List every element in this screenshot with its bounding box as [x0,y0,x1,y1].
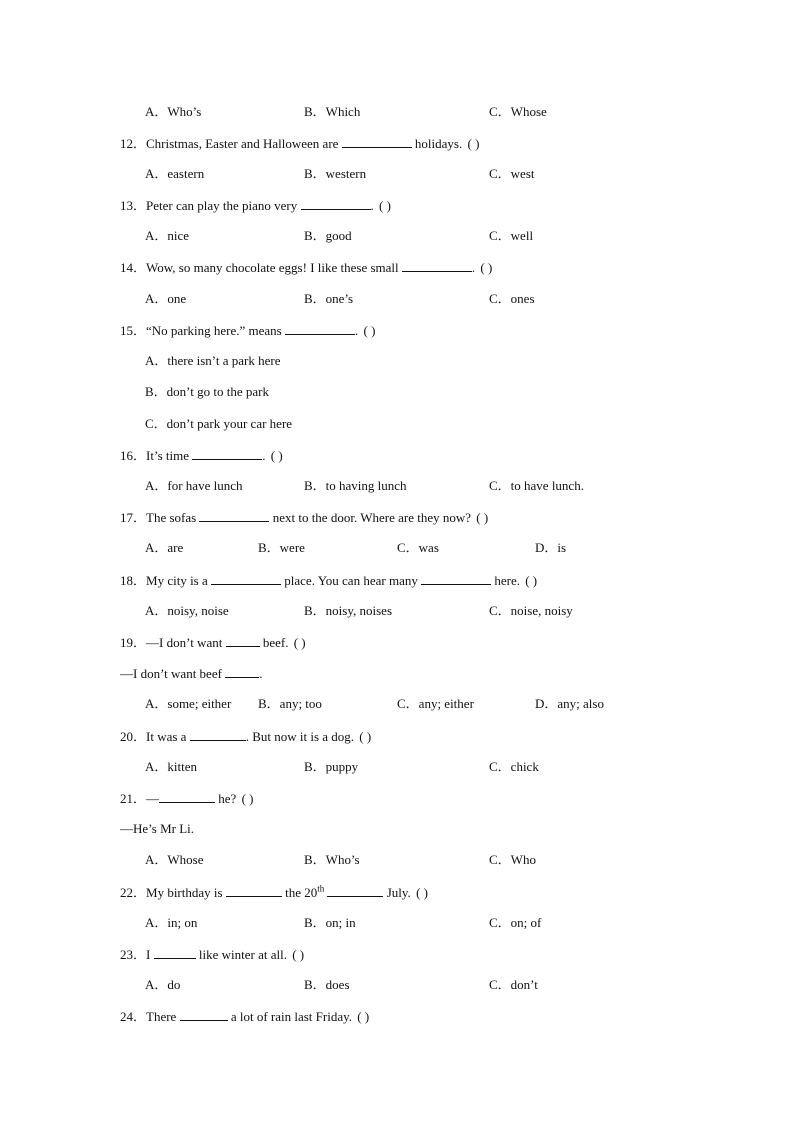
question-number: 23． [120,947,147,962]
q18-option-b[interactable]: B．noisy, noises [304,603,392,618]
question-text: I [146,947,154,962]
question-23 [120,945,304,963]
question-text: Peter can play the piano very [146,198,301,213]
q18-option-c[interactable]: C．noise, noisy [489,603,573,618]
answer-parenthesis[interactable]: ( ) [270,448,283,463]
question-text: . [471,260,476,275]
question-text: My city is a [146,573,212,588]
q22-option-b[interactable]: B．on; in [304,915,356,930]
q23-option-b[interactable]: B．does [304,977,350,992]
question-12 [120,134,479,152]
q16-option-b[interactable]: B．to having lunch [304,478,407,493]
question-text: It was a [146,729,190,744]
question-text: . But now it is a dog. [245,729,355,744]
q20-option-c[interactable]: C．chick [489,759,539,774]
q13-option-b[interactable]: B．good [304,228,352,243]
question-text: holidays. [411,136,463,151]
answer-parenthesis[interactable]: ( ) [293,635,306,650]
q12-option-b[interactable]: B．western [304,166,367,181]
answer-parenthesis[interactable]: ( ) [357,1009,370,1024]
q16-option-c[interactable]: C．to have lunch. [489,478,584,493]
answer-blank[interactable] [342,134,412,148]
question-text: My birthday is [146,885,226,900]
q21-option-c[interactable]: C．Who [489,852,536,867]
question-text: next to the door. Where are they now? [269,510,472,525]
question-text: like winter at all. [195,947,287,962]
question-24 [120,1007,369,1025]
question-18 [120,571,537,589]
q17-option-c[interactable]: C．was [397,540,439,555]
q14-option-c[interactable]: C．ones [489,291,535,306]
question-15 [120,321,375,339]
question-19 [120,633,306,651]
question-text: There [146,1009,180,1024]
answer-parenthesis[interactable]: ( ) [416,885,428,900]
q11-option-b[interactable]: B．Which [304,104,361,119]
q15-option-b[interactable]: B．don’t go to the park [145,384,269,399]
q12-option-a[interactable]: A．eastern [145,166,205,181]
question-number: 16． [120,448,147,463]
q19-option-c[interactable]: C．any; either [397,696,474,711]
answer-blank[interactable] [192,446,262,460]
question-19-line-2 [120,664,262,682]
question-number: 18． [120,573,147,588]
q17-option-a[interactable]: A．are [145,540,184,555]
q12-option-c[interactable]: C．west [489,166,535,181]
answer-blank[interactable] [180,1007,228,1021]
answer-blank[interactable] [226,883,282,897]
question-number: 15． [120,323,147,338]
q20-option-a[interactable]: A．kitten [145,759,197,774]
answer-blank[interactable] [225,664,259,678]
q11-option-c[interactable]: C．Whose [489,104,547,119]
question-text: July. [383,885,411,900]
question-text: he? [215,791,237,806]
question-text: It’s time [146,448,193,463]
question-text: —He’s Mr Li. [120,821,195,836]
q19-option-a[interactable]: A．some; either [145,696,232,711]
answer-blank[interactable] [285,321,355,335]
question-text: the 20 [281,885,318,900]
question-text: —I don’t want [146,635,226,650]
answer-parenthesis[interactable]: ( ) [480,260,493,275]
answer-blank[interactable] [226,633,260,647]
answer-parenthesis[interactable]: ( ) [467,136,480,151]
q14-option-a[interactable]: A．one [145,291,187,306]
q23-option-a[interactable]: A．do [145,977,181,992]
question-number: 13． [120,198,147,213]
q16-option-a[interactable]: A．for have lunch [145,478,243,493]
answer-parenthesis[interactable]: ( ) [359,729,372,744]
q15-option-c[interactable]: C．don’t park your car here [145,416,293,431]
q21-option-b[interactable]: B．Who’s [304,852,360,867]
question-number: 19． [120,635,147,650]
question-22 [120,883,428,901]
q13-option-c[interactable]: C．well [489,228,534,243]
answer-blank[interactable] [159,789,215,803]
answer-parenthesis[interactable]: ( ) [363,323,376,338]
question-text: . [259,666,263,681]
answer-blank[interactable] [199,508,269,522]
answer-blank[interactable] [190,727,246,741]
question-number: 17． [120,510,147,525]
answer-parenthesis[interactable]: ( ) [476,510,489,525]
answer-parenthesis[interactable]: ( ) [379,198,391,213]
question-number: 12． [120,136,147,151]
question-text: here. [491,573,520,588]
q18-option-a[interactable]: A．noisy, noise [145,603,229,618]
question-text: “No parking here.” means [146,323,285,338]
question-16 [120,446,283,464]
question-13 [120,196,391,214]
question-20 [120,727,371,745]
question-number: 14． [120,260,147,275]
q21-option-a[interactable]: A．Whose [145,852,204,867]
answer-blank[interactable] [327,883,383,897]
question-text: — [146,791,160,806]
question-number: 24． [120,1009,147,1024]
q15-option-a[interactable]: A．there isn’t a park here [145,353,281,368]
question-21-line-2 [120,820,194,838]
q20-option-b[interactable]: B．puppy [304,759,359,774]
q19-option-d[interactable]: D．any; also [535,696,604,711]
q13-option-a[interactable]: A．nice [145,228,190,243]
question-text: beef. [259,635,289,650]
question-text: . [370,198,374,213]
question-text: The sofas [146,510,200,525]
answer-blank[interactable] [301,196,371,210]
q14-option-b[interactable]: B．one’s [304,291,354,306]
answer-blank[interactable] [154,945,196,959]
question-number: 22． [120,885,147,900]
answer-parenthesis[interactable]: ( ) [525,573,538,588]
question-number: 20． [120,729,147,744]
question-14 [120,258,492,276]
q19-option-b[interactable]: B．any; too [258,696,322,711]
question-number: 21． [120,791,147,806]
question-text: . [262,448,266,463]
q23-option-c[interactable]: C．don’t [489,977,538,992]
answer-blank[interactable] [211,571,281,585]
question-21 [120,789,253,807]
q17-option-b[interactable]: B．were [258,540,305,555]
q22-option-c[interactable]: C．on; of [489,915,542,930]
question-text: place. You can hear many [281,573,422,588]
answer-blank[interactable] [421,571,491,585]
answer-blank[interactable] [402,258,472,272]
question-text: a lot of rain last Friday. [227,1009,353,1024]
q17-option-d[interactable]: D．is [535,540,567,555]
answer-parenthesis[interactable]: ( ) [292,947,305,962]
ordinal-suffix: th [317,883,325,894]
question-17 [120,508,488,526]
q22-option-a[interactable]: A．in; on [145,915,198,930]
question-text: —I don’t want beef [120,666,226,681]
answer-parenthesis[interactable]: ( ) [241,791,254,806]
question-text: . [355,323,359,338]
question-text: Wow, so many chocolate eggs! I like these small [146,260,402,275]
q11-option-a[interactable]: A．Who’s [145,104,202,119]
question-text: Christmas, Easter and Halloween are [146,136,342,151]
